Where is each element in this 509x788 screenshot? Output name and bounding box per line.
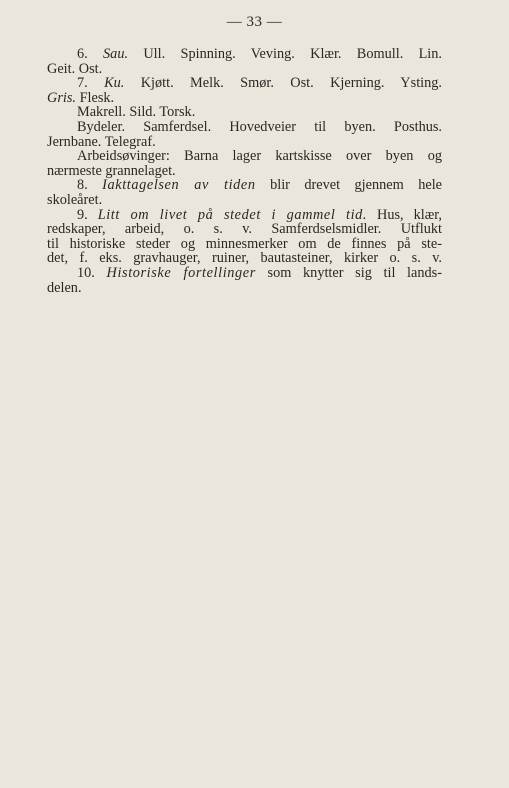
text-line bbox=[47, 135, 442, 150]
text-line bbox=[47, 62, 442, 77]
item-number: 8. bbox=[77, 177, 103, 194]
text-line bbox=[47, 281, 442, 296]
text-line bbox=[47, 164, 442, 179]
text-line bbox=[47, 91, 442, 106]
line-text: skoleåret. bbox=[47, 191, 103, 208]
item-heading: Sau. bbox=[103, 46, 129, 62]
line-text: Arbeidsøvinger: Barna lager kartskisse over byen og bbox=[77, 148, 442, 165]
line-text: redskaper, arbeid, o. s. v. Samferdselsmidler. Utflukt bbox=[47, 221, 442, 238]
item-number: 6. bbox=[77, 46, 104, 62]
text-line bbox=[47, 193, 442, 208]
page-number: — 33 — bbox=[226, 14, 283, 30]
line-text: Geit. Ost. bbox=[47, 60, 103, 77]
item-heading: Litt om livet på stedet i gammel tid. bbox=[97, 206, 368, 223]
text-line bbox=[47, 237, 442, 252]
line-text: det, f. eks. gravhauger, ruiner, bautasteiner, kirker o. s. v. bbox=[47, 250, 442, 267]
text-line bbox=[47, 222, 442, 237]
text-line bbox=[47, 208, 442, 223]
text-line bbox=[47, 251, 442, 266]
line-text: Makrell. Sild. Torsk. bbox=[77, 104, 196, 121]
text-line bbox=[47, 178, 442, 193]
line-text: til historiske steder og minnesmerker om de finnes på ste- bbox=[47, 235, 442, 252]
item-heading: Gris. bbox=[47, 89, 76, 106]
text-line bbox=[47, 47, 442, 62]
text-line bbox=[47, 266, 442, 281]
line-text: nærmeste grannelaget. bbox=[47, 162, 176, 179]
line-text: Flesk. bbox=[76, 89, 115, 106]
item-number: 7. bbox=[77, 75, 105, 92]
text-line bbox=[47, 120, 442, 135]
text-line bbox=[47, 149, 442, 164]
line-text: Ull. Spinning. Veving. Klær. Bomull. Lin. bbox=[128, 46, 442, 62]
line-text: Hus, klær, bbox=[367, 206, 443, 223]
line-text: blir drevet gjennem hele bbox=[255, 177, 443, 194]
body-text bbox=[47, 47, 442, 295]
line-text: delen. bbox=[47, 279, 82, 296]
item-heading: Iakttagelsen av tiden bbox=[102, 177, 256, 194]
text-line bbox=[47, 76, 442, 91]
item-heading: Historiske fortellinger bbox=[106, 264, 256, 281]
line-text: Jernbane. Telegraf. bbox=[47, 133, 156, 150]
item-heading: Ku. bbox=[104, 75, 125, 92]
text-line bbox=[47, 105, 442, 120]
line-text: Kjøtt. Melk. Smør. Ost. Kjerning. Ysting. bbox=[124, 75, 443, 92]
item-number: 10. bbox=[77, 264, 107, 281]
line-text: Bydeler. Samferdsel. Hovedveier til byen. Posthus. bbox=[77, 118, 442, 135]
item-number: 9. bbox=[77, 206, 98, 223]
line-text: som knytter sig til lands- bbox=[255, 264, 442, 281]
